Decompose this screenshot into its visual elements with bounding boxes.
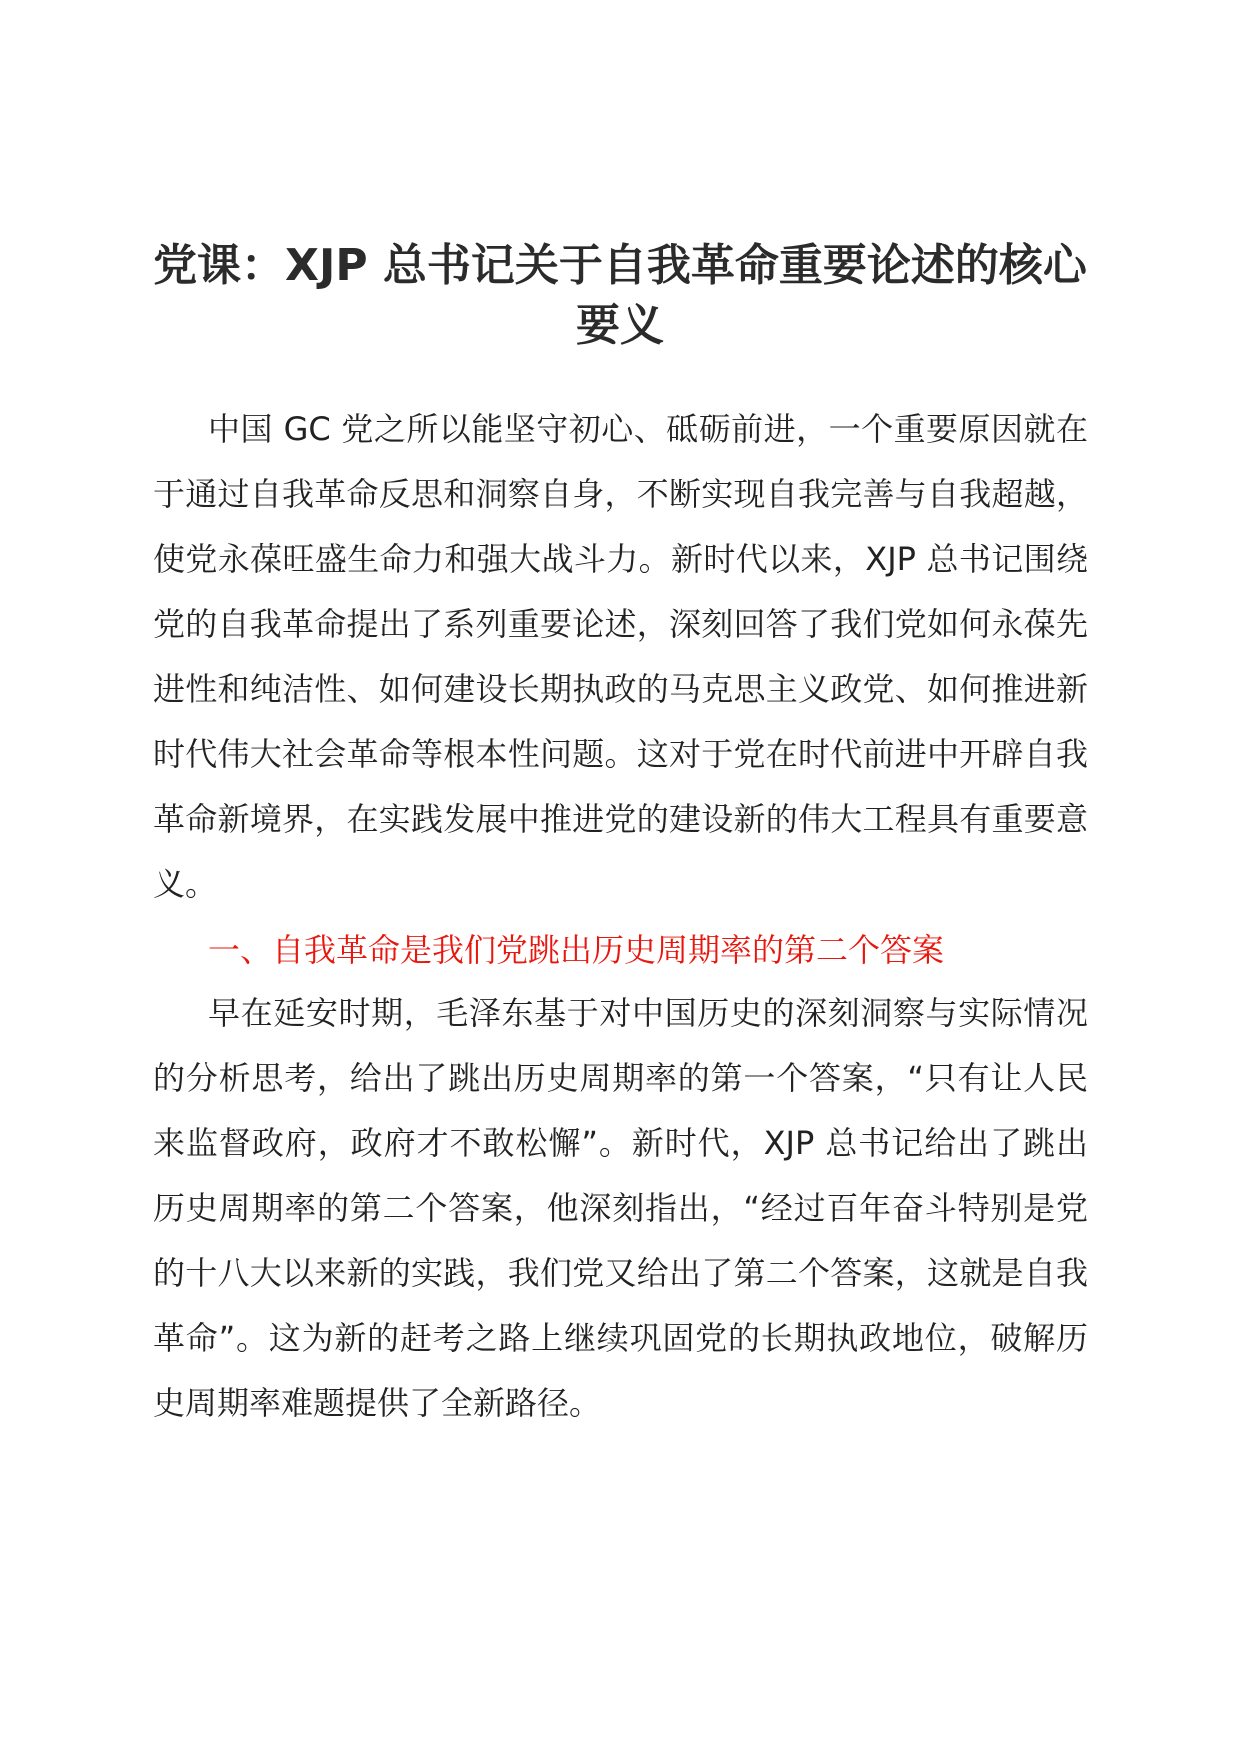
section-heading: 一、自我革命是我们党跳出历史周期率的第二个答案 bbox=[208, 931, 945, 969]
paragraph-section-1: 早在延安时期，毛泽东基于对中国历史的深刻洞察与实际情况的分析思考，给出了跳出历史周期率的第一个答案，“只有让人民来监督政府，政府才不敢松懈”。新时代，XJP 总书记给出了跳出历史周期率的第二个答案，他深刻指出，“经过百年奋斗特别是党的十八大以来新的实践，我们党又给出了第二个答案，这就是自我革命”。这为新的赶考之路上继续巩固党的长期执政地位，破解历史周期率难题提供了全新路径。 bbox=[153, 994, 1088, 1422]
document-title: 党课：XJP 总书记关于自我革命重要论述的核心要义 bbox=[153, 240, 1087, 351]
paragraph-intro: 中国 GC 党之所以能坚守初心、砥砺前进，一个重要原因就在于通过自我革命反思和洞察自身，不断实现自我完善与自我超越，使党永葆旺盛生命力和强大战斗力。新时代以来，XJP 总书记围绕党的自我革命提出了系列重要论述，深刻回答了我们党如何永葆先进性和纯洁性、如何建设长期执政的马克思主义政党、如何推进新时代伟大社会革命等根本性问题。这对于党在时代前进中开辟自我革命新境界，在实践发展中推进党的建设新的伟大工程具有重要意义。 bbox=[153, 410, 1088, 903]
